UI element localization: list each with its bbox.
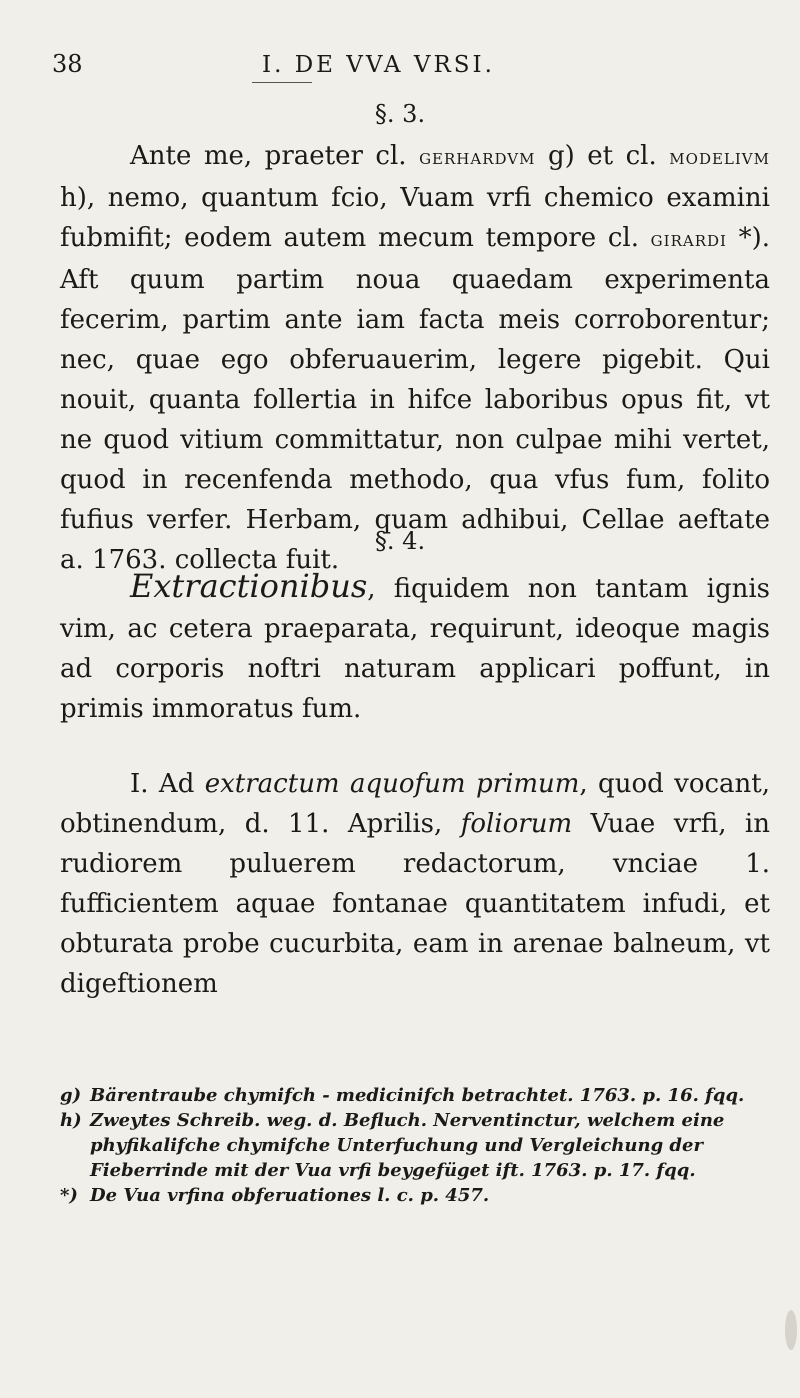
- text-run: Ante me, praeter cl.: [130, 141, 420, 171]
- footnote-mark: h): [60, 1110, 82, 1131]
- text-run: g) et cl.: [535, 141, 670, 171]
- text-run: modelivm: [669, 145, 770, 170]
- text-run: *). Aft quum partim noua quaedam experimenta fecerim, partim ante iam facta meis corroborentur; nec, quae ego obferuauerim, legere pigebit. Qui nouit, quanta follertia in hifce laboribus opus fit, vt ne quod vitium committatur, non culpae mihi vertet, quod in recenfenda methodo, qua vfus fum, folito fufius verfer. Herbam, quam adhibui, Cellae aeftate a. 1763. collecta fuit.: [60, 223, 770, 575]
- section-mark-4: §. 4.: [374, 527, 426, 555]
- page-number: 38: [52, 50, 83, 78]
- page-header: [52, 50, 760, 86]
- text-run: Extractionibus: [130, 567, 368, 605]
- footnote-text: Bärentraube chymifch - medicinifch betrachtet. 1763. p. 16. fqq.: [90, 1085, 745, 1106]
- footnote-text: Zweytes Schreib. weg. d. Befluch. Nerventinctur, welchem eine phyfikalifche chymifche Unterfuchung und Vergleichung der Fieberrinde mit der Vua vrfi beygefüget ift. 1763. p. 17. fqq.: [90, 1110, 725, 1181]
- text-run: I. Ad: [130, 769, 205, 799]
- footnote-mark: *): [60, 1185, 78, 1206]
- footnote-star: [60, 1183, 760, 1208]
- text-run: foliorum: [460, 809, 573, 839]
- text-run: h), nemo, quantum fcio, Vuam vrfi chemico examini fubmifit; eodem autem mecum tempore cl.: [60, 183, 770, 253]
- text-run: girardi: [650, 227, 727, 252]
- footnote-h: [60, 1108, 760, 1183]
- footnote-text: De Vua vrfina obferuationes l. c. p. 457.: [90, 1185, 490, 1206]
- text-run: extractum aquofum primum: [204, 769, 580, 799]
- header-underline: [252, 82, 312, 83]
- running-title: I. DE VVA VRSI.: [262, 52, 495, 78]
- paragraph-section-4: [60, 566, 770, 729]
- footnote-g: [60, 1083, 760, 1108]
- paragraph-section-3: [60, 136, 770, 580]
- text-run: gerhardvm: [419, 145, 536, 170]
- text-run: , fiquidem non tantam ignis vim, ac cetera praeparata, requirunt, ideoque magis ad corporis noftri naturam applicari poffunt, in primis immoratus fum.: [60, 574, 770, 724]
- page-stain: [785, 1310, 797, 1350]
- paragraph-extract-method: [60, 764, 770, 1004]
- footnotes: [60, 1083, 760, 1208]
- text-run: Vuae vrfi, in rudiorem puluerem redactorum, vnciae 1. fufficientem aquae fontanae quantitatem infudi, et obturata probe cucurbita, eam in arenae balneum, vt digeftionem: [60, 809, 770, 999]
- section-mark-3: §. 3.: [374, 100, 426, 128]
- footnote-mark: g): [60, 1085, 82, 1106]
- text-run: , quod vocant, obtinendum, d. 11. Aprilis,: [60, 769, 770, 839]
